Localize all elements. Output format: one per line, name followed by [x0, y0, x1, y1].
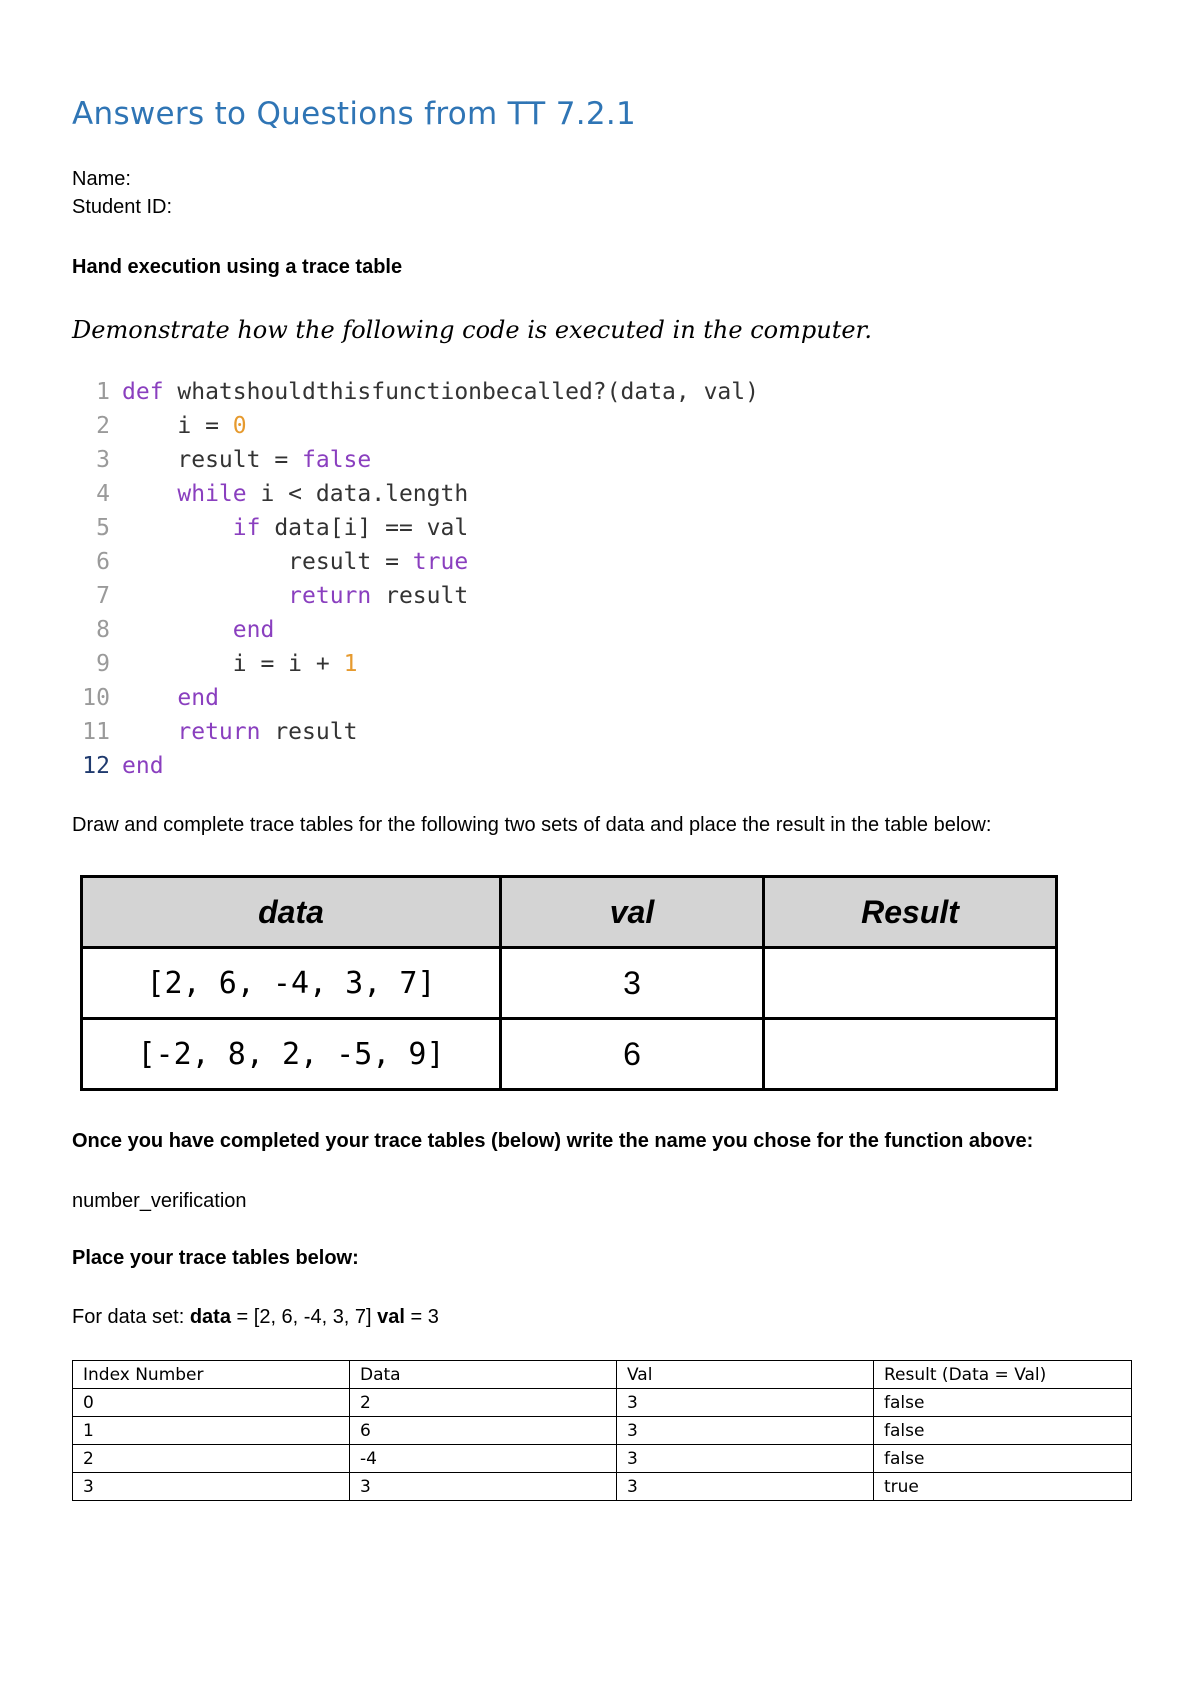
- trace-cell: -4: [350, 1445, 617, 1473]
- code-text: if data[i] == val: [232, 515, 469, 541]
- line-number: 2: [96, 413, 110, 439]
- results-row: [82, 948, 1057, 1019]
- line-number: 12: [82, 753, 110, 779]
- trace-row: [73, 1473, 1132, 1501]
- code-line: [72, 613, 759, 647]
- code-text: i = i + 1: [122, 651, 358, 677]
- draw-instruction: Draw and complete trace tables for the following two sets of data and place the result in the table below:: [72, 814, 992, 836]
- code-line: [72, 375, 759, 409]
- line-number: 1: [96, 379, 110, 405]
- trace-cell: 1: [73, 1417, 350, 1445]
- trace-row: [73, 1445, 1132, 1473]
- line-number: 3: [96, 447, 110, 473]
- trace-header-row: [73, 1361, 1132, 1389]
- trace-cell: 3: [617, 1473, 874, 1501]
- results-cell-result[interactable]: [764, 948, 1057, 1019]
- trace-cell: false: [874, 1417, 1132, 1445]
- results-cell-data: [2, 6, -4, 3, 7]: [82, 948, 501, 1019]
- results-table: [80, 875, 1058, 1091]
- code-text: return result: [177, 719, 358, 745]
- dataset-data-label: data: [189, 1306, 231, 1328]
- dataset-prefix: For data set:: [72, 1306, 190, 1328]
- trace-cell: 0: [73, 1389, 350, 1417]
- line-number: 9: [96, 651, 110, 677]
- trace-cell: 3: [617, 1445, 874, 1473]
- code-text: end: [122, 753, 164, 779]
- trace-header: Data: [350, 1361, 617, 1389]
- code-line: [72, 681, 759, 715]
- code-line: [72, 579, 759, 613]
- results-cell-result[interactable]: [764, 1019, 1057, 1090]
- trace-header: Val: [617, 1361, 874, 1389]
- trace-cell: 6: [350, 1417, 617, 1445]
- header-data: data: [82, 877, 501, 948]
- name-label: Name:: [72, 168, 131, 190]
- trace-cell: false: [874, 1445, 1132, 1473]
- dataset-val-value: = 3: [404, 1306, 439, 1328]
- dataset-val-label: val: [377, 1306, 405, 1328]
- code-line: [72, 715, 759, 749]
- line-number: 11: [82, 719, 110, 745]
- page-title: Answers to Questions from TT 7.2.1: [72, 96, 637, 132]
- trace-cell: 2: [350, 1389, 617, 1417]
- trace-header: Index Number: [73, 1361, 350, 1389]
- code-text: end: [232, 617, 275, 643]
- trace-heading: Place your trace tables below:: [72, 1247, 359, 1269]
- trace-row: [73, 1417, 1132, 1445]
- trace-cell: true: [874, 1473, 1132, 1501]
- code-text: result = true: [122, 549, 469, 575]
- instruction-text: Demonstrate how the following code is executed in the computer.: [72, 316, 873, 344]
- chosen-function-name: number_verification: [72, 1190, 247, 1212]
- results-cell-data: [-2, 8, 2, -5, 9]: [82, 1019, 501, 1090]
- results-cell-val: 3: [501, 948, 764, 1019]
- code-block: [72, 375, 759, 783]
- student-id-label: Student ID:: [72, 196, 173, 218]
- results-row: [82, 1019, 1057, 1090]
- code-line: [72, 749, 759, 783]
- code-line: [72, 409, 759, 443]
- code-text: result = false: [122, 447, 372, 473]
- trace-cell: false: [874, 1389, 1132, 1417]
- code-line: [72, 647, 759, 681]
- code-text: return result: [288, 583, 469, 609]
- code-text: def whatshouldthisfunctionbecalled?(data, val): [122, 379, 759, 405]
- line-number: 4: [96, 481, 110, 507]
- code-line: [72, 477, 759, 511]
- name-prompt: Once you have completed your trace tables (below) write the name you chose for the function above:: [72, 1130, 1034, 1152]
- code-text: end: [177, 685, 219, 711]
- trace-cell: 3: [617, 1389, 874, 1417]
- section-heading: Hand execution using a trace table: [72, 256, 403, 278]
- code-text: i = 0: [122, 413, 247, 439]
- trace-cell: 3: [617, 1417, 874, 1445]
- header-result: Result: [764, 877, 1057, 948]
- dataset-line: [72, 1306, 439, 1329]
- line-number: 10: [82, 685, 110, 711]
- trace-cell: 3: [350, 1473, 617, 1501]
- trace-row: [73, 1389, 1132, 1417]
- trace-cell: 3: [73, 1473, 350, 1501]
- code-line: [72, 545, 759, 579]
- line-number: 7: [96, 583, 110, 609]
- dataset-data-value: = [2, 6, -4, 3, 7]: [230, 1306, 378, 1328]
- code-line: [72, 443, 759, 477]
- line-number: 5: [96, 515, 110, 541]
- line-number: 6: [96, 549, 110, 575]
- header-val: val: [501, 877, 764, 948]
- code-text: while i < data.length: [177, 481, 469, 507]
- code-line: [72, 511, 759, 545]
- results-header-row: [82, 877, 1057, 948]
- trace-table: [72, 1360, 1132, 1501]
- line-number: 8: [96, 617, 110, 643]
- trace-cell: 2: [73, 1445, 350, 1473]
- results-cell-val: 6: [501, 1019, 764, 1090]
- trace-header: Result (Data = Val): [874, 1361, 1132, 1389]
